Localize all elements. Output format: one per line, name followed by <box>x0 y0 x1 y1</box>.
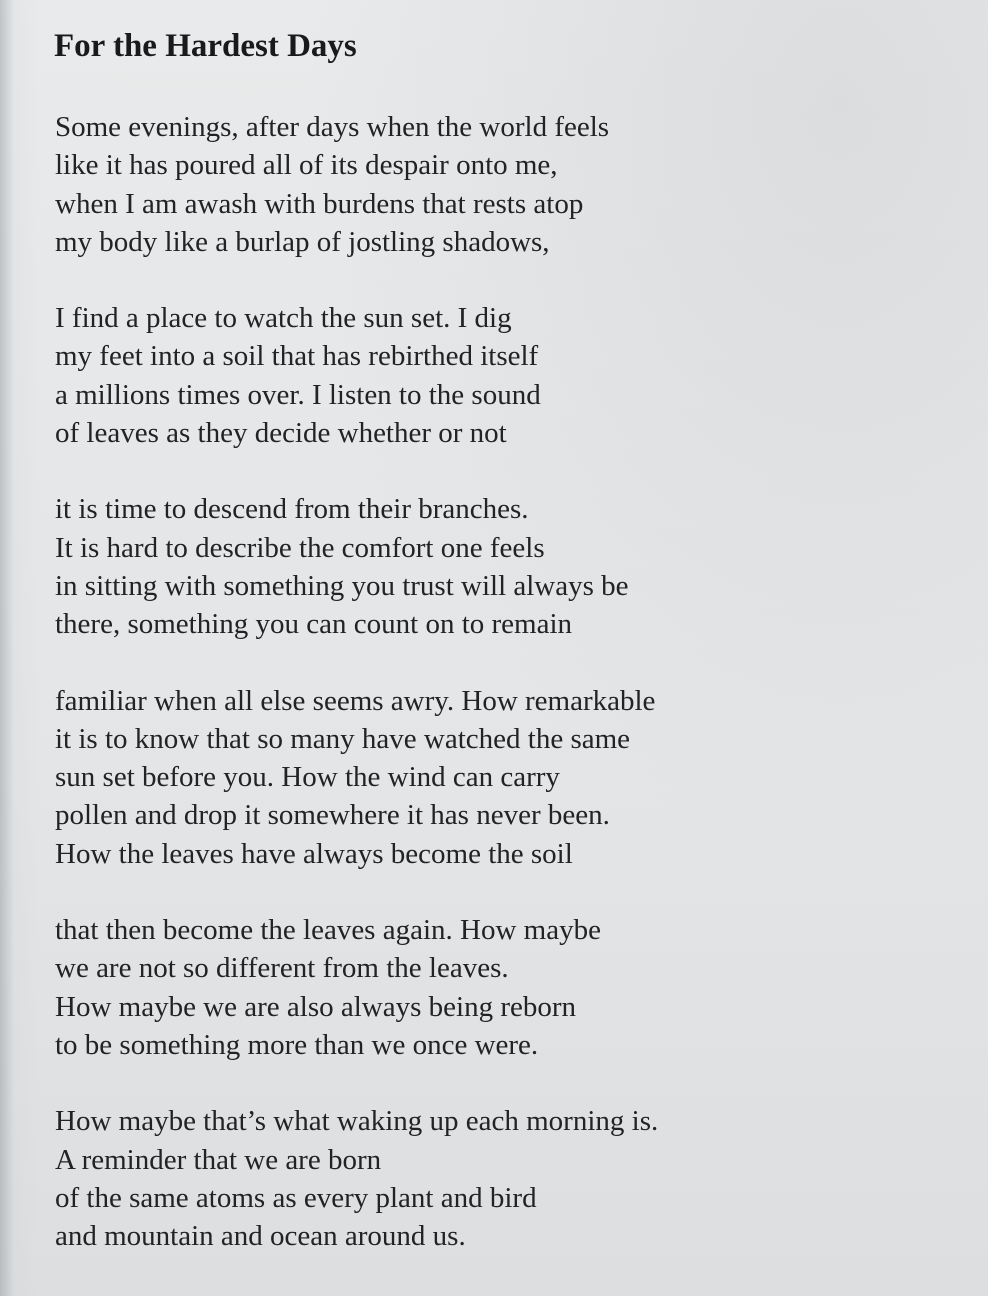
stanza-3 <box>55 490 955 643</box>
poem-line: A reminder that we are born <box>55 1143 382 1176</box>
poem-line: my body like a burlap of jostling shadows, <box>55 225 550 258</box>
poem-line: It is hard to describe the comfort one feels <box>55 531 545 564</box>
stanza-6 <box>55 1102 955 1255</box>
poem-title: For the Hardest Days <box>54 28 357 64</box>
poem-line: How maybe we are also always being reborn <box>55 990 577 1023</box>
stanza-2 <box>55 299 955 452</box>
poem-line: of the same atoms as every plant and bird <box>55 1181 537 1214</box>
poem-line: it is time to descend from their branches. <box>55 493 529 526</box>
stanza-5 <box>55 911 955 1064</box>
stanza-4 <box>55 682 955 873</box>
poem-line: to be something more than we once were. <box>55 1028 539 1061</box>
poem-line: it is to know that so many have watched the same <box>55 722 631 755</box>
poem-line: and mountain and ocean around us. <box>55 1220 466 1253</box>
poem-line: familiar when all else seems awry. How remarkable <box>55 684 656 717</box>
poem-line: How maybe that’s what waking up each morning is. <box>55 1105 659 1138</box>
poem-line: when I am awash with burdens that rests atop <box>55 187 584 220</box>
poem-line: we are not so different from the leaves. <box>55 952 509 985</box>
poem-line: pollen and drop it somewhere it has never been. <box>55 799 610 832</box>
poem-line: a millions times over. I listen to the sound <box>55 378 541 411</box>
poem-line: that then become the leaves again. How maybe <box>55 914 601 947</box>
poem-line: How the leaves have always become the soil <box>55 837 573 870</box>
poem-line: like it has poured all of its despair onto me, <box>55 149 558 182</box>
poem-line: sun set before you. How the wind can carry <box>55 761 560 794</box>
poem-line: of leaves as they decide whether or not <box>55 417 507 450</box>
poem-line: I find a place to watch the sun set. I dig <box>55 302 512 335</box>
poem-body <box>55 108 955 1293</box>
poem-line: my feet into a soil that has rebirthed itself <box>55 340 539 373</box>
poem-line: there, something you can count on to remain <box>55 608 573 641</box>
poem-line: Some evenings, after days when the world feels <box>55 111 610 143</box>
stanza-1 <box>55 108 955 261</box>
poem-line: in sitting with something you trust will always be <box>55 569 629 602</box>
